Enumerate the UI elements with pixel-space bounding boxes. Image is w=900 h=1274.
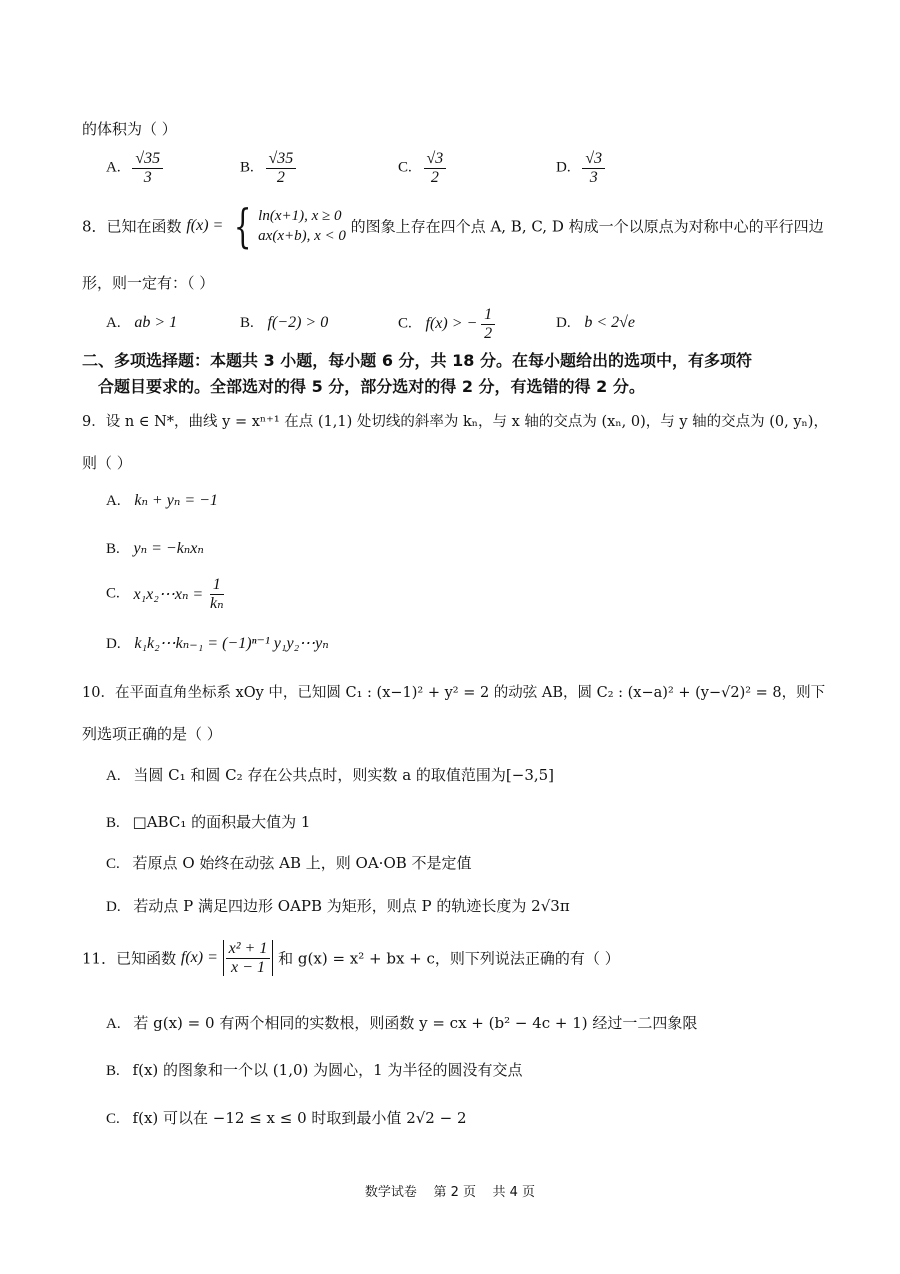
q10-option-b	[106, 811, 310, 832]
option-text: f(x) 可以在 −12 ≤ x ≤ 0 时取到最小值 2√2 − 2	[132, 1109, 467, 1127]
option-text: 当圆 C₁ 和圆 C₂ 存在公共点时，则实数 a 的取值范围为[−3,5]	[133, 766, 555, 784]
numerator: √3	[424, 150, 447, 169]
q7-option-b	[240, 150, 296, 186]
section-heading-line2: 合题目要求的。全部选对的得 5 分，部分选对的得 2 分，有选错的得 2 分。	[98, 377, 645, 396]
option-label: B.	[106, 1063, 120, 1079]
denominator: 2	[276, 168, 285, 186]
option-label: D.	[106, 899, 121, 915]
numerator: √35	[132, 150, 163, 169]
page-footer: 数学试卷 第 2 页 共 4 页	[364, 1185, 536, 1200]
denominator: 3	[589, 168, 598, 186]
q9-line2: 则（ ）	[82, 454, 132, 472]
q8-function: f(x) =	[186, 217, 224, 234]
q8-option-b	[240, 314, 328, 332]
q11-text: 和 g(x) = x² + bx + c，则下列说法正确的有（ ）	[278, 949, 620, 968]
option-text: b < 2√e	[584, 314, 636, 331]
option-label: C.	[106, 856, 120, 872]
q8-text: 的图象上存在四个点 A, B, C, D 构成一个以原点为对称中心的平行四边	[350, 217, 824, 236]
fraction	[226, 940, 271, 976]
option-label: B.	[240, 159, 254, 176]
option-label: A.	[106, 315, 121, 331]
q10-option-a	[106, 764, 554, 785]
option-label: B.	[240, 315, 254, 331]
fraction	[132, 150, 163, 186]
q10-line2: 列选项正确的是（ ）	[82, 725, 222, 743]
q11-line1	[82, 940, 620, 976]
option-label: A.	[106, 493, 121, 509]
option-label: D.	[556, 315, 571, 331]
option-text: k₁k₂⋯kₙ₋₁ = (−1)ⁿ⁻¹ y₁y₂⋯yₙ	[134, 635, 329, 652]
numerator: √3	[582, 150, 605, 169]
option-label: B.	[106, 541, 120, 557]
option-label: C.	[106, 1111, 120, 1127]
option-label: D.	[106, 636, 121, 652]
option-label: A.	[106, 768, 121, 784]
q8-number: 8．已知在函数	[82, 217, 182, 236]
option-label: C.	[398, 315, 412, 332]
option-label: A.	[106, 159, 121, 176]
section-heading-line1: 二、多项选择题：本题共 3 小题，每小题 6 分，共 18 分。在每小题给出的选项中，有多项符	[82, 351, 752, 370]
option-label: B.	[106, 815, 120, 831]
q7-option-d	[556, 150, 605, 186]
denominator: 2	[430, 168, 439, 186]
q9-option-d	[106, 633, 329, 653]
option-label: A.	[106, 1016, 121, 1032]
option-text: 若动点 P 满足四边形 OAPB 为矩形，则点 P 的轨迹长度为 2√3π	[133, 897, 570, 915]
option-text: f(x) > −	[425, 315, 478, 333]
fraction	[266, 150, 297, 186]
q10-option-d	[106, 895, 570, 916]
fraction	[582, 150, 605, 186]
denominator: 2	[484, 324, 493, 342]
q9-option-c	[106, 576, 227, 612]
q7-tail: 的体积为（ ）	[82, 120, 177, 138]
fraction	[207, 576, 227, 612]
q10-line1: 10．在平面直角坐标系 xOy 中，已知圆 C₁ : (x−1)² + y² = 2 的动弦 AB，圆 C₂ : (x−a)² + (y−√2)² = 8，则下	[82, 685, 826, 701]
fraction	[424, 150, 447, 186]
numerator: x² + 1	[226, 940, 271, 959]
q9-line1: 9．设 n ∈ N*，曲线 y = xⁿ⁺¹ 在点 (1,1) 处切线的斜率为 kₙ，与 x 轴的交点为 (xₙ, 0)，与 y 轴的交点为 (0, yₙ)，	[82, 414, 828, 430]
option-text: 若 g(x) = 0 有两个相同的实数根，则函数 y = cx + (b² − 4c + 1) 经过一二四象限	[133, 1014, 698, 1032]
q11-function: f(x) =	[180, 949, 218, 967]
q8-option-d	[556, 314, 635, 332]
q8-line1	[82, 199, 824, 253]
denominator: kₙ	[209, 594, 224, 612]
q11-number: 11．已知函数	[82, 949, 177, 968]
option-text: ab > 1	[134, 314, 178, 331]
option-text: x₁x₂⋯xₙ =	[133, 586, 204, 604]
numerator: 1	[481, 306, 495, 325]
option-text: yₙ = −kₙxₙ	[133, 540, 204, 557]
option-label: C.	[106, 585, 120, 602]
denominator: 3	[143, 168, 152, 186]
option-text: f(−2) > 0	[267, 314, 329, 331]
option-text: f(x) 的图象和一个以 (1,0) 为圆心，1 为半径的圆没有交点	[132, 1061, 523, 1079]
q8-option-c	[398, 306, 495, 342]
q7-option-a	[106, 150, 163, 186]
left-brace-icon: {	[233, 199, 252, 253]
case-1: ln(x+1), x ≥ 0	[258, 207, 342, 224]
absolute-value	[223, 940, 274, 976]
option-text: 若原点 O 始终在动弦 AB 上，则 OA·OB 不是定值	[132, 854, 472, 872]
q11-option-a	[106, 1012, 697, 1033]
denominator: x − 1	[231, 958, 265, 976]
q9-option-a	[106, 490, 218, 510]
q11-option-b	[106, 1059, 522, 1080]
numerator: √35	[266, 150, 297, 169]
fraction	[481, 306, 495, 342]
numerator: 1	[210, 576, 224, 595]
q8-option-a	[106, 314, 177, 332]
option-label: C.	[398, 159, 412, 176]
option-text: □ABC₁ 的面积最大值为 1	[132, 813, 311, 831]
q7-option-c	[398, 150, 446, 186]
q11-option-c	[106, 1107, 467, 1128]
piecewise-cases	[258, 206, 346, 247]
q10-option-c	[106, 852, 472, 873]
q9-option-b	[106, 538, 204, 558]
q8-line2: 形，则一定有：（ ）	[82, 274, 215, 292]
option-text: kₙ + yₙ = −1	[134, 492, 218, 509]
option-label: D.	[556, 159, 571, 176]
case-2: ax(x+b), x < 0	[258, 228, 346, 244]
